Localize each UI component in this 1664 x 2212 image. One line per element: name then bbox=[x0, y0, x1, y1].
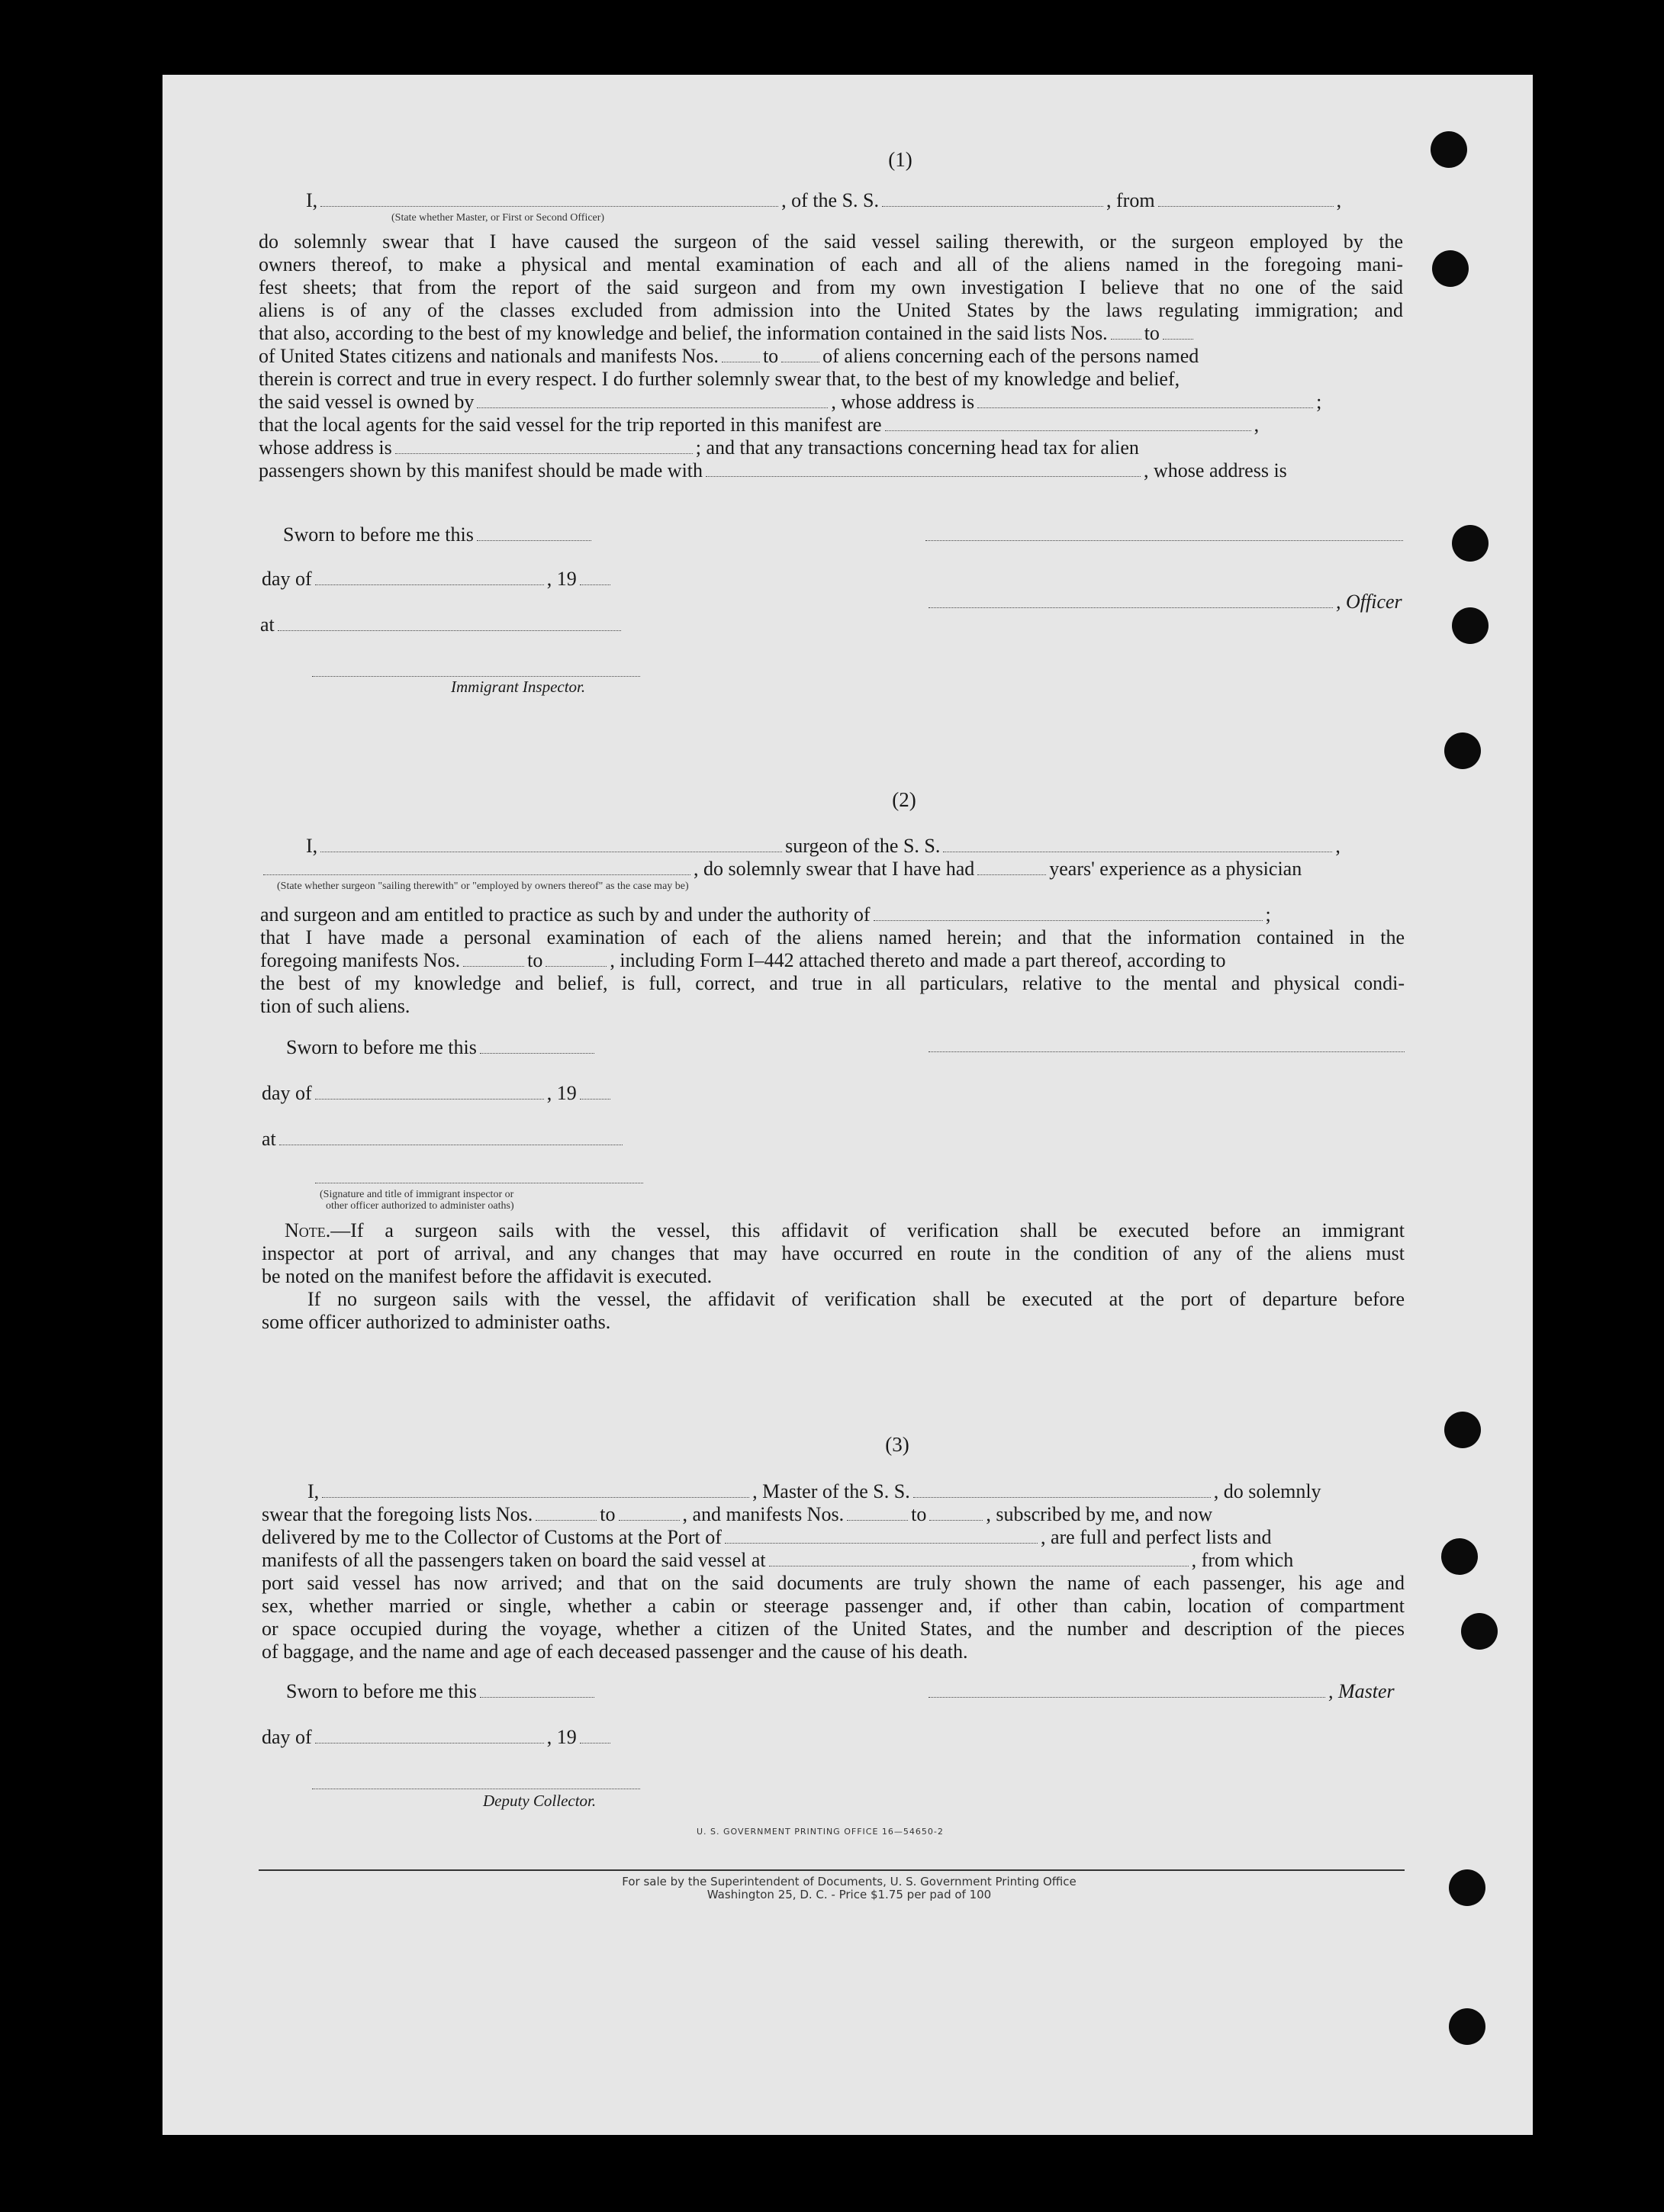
section-2-day-of: day of , 19 bbox=[262, 1082, 613, 1105]
at-place-field[interactable] bbox=[279, 1128, 623, 1145]
surgeon-status-field[interactable] bbox=[263, 858, 690, 875]
year-field[interactable] bbox=[580, 1082, 610, 1100]
body-line: do solemnly swear that I have caused the surgeon of the said vessel sailing therewith, or the surgeon employed by the bbox=[259, 230, 1403, 253]
officer-title-field[interactable] bbox=[929, 591, 1333, 608]
section-3-line-3: delivered by me to the Collector of Customs at the Port of , are full and perfect lists and bbox=[262, 1526, 1272, 1548]
section-1-line-6: of United States citizens and nationals and manifests Nos. to of aliens concerning each of the persons named bbox=[259, 345, 1199, 367]
body-line: port said vessel has now arrived; and that on the said documents are truly shown the name of each passenger, his age and bbox=[262, 1572, 1405, 1594]
section-1-officer: , Officer bbox=[925, 591, 1402, 613]
section-2-line-4: that I have made a personal examination of each of the aliens named herein; and that the information contained in the bbox=[260, 926, 1405, 948]
year-field[interactable] bbox=[580, 568, 610, 585]
note-line-1: Note.—If a surgeon sails with the vessel, this affidavit of verification shall be executed before an immigrant bbox=[285, 1219, 1405, 1241]
section-2-line-6: the best of my knowledge and belief, is full, correct, and true in all particulars, relative to the mental and physical condi- bbox=[260, 972, 1405, 994]
inspector-signature-line[interactable] bbox=[312, 676, 640, 677]
section-1-line-9: that the local agents for the said vessel for the trip reported in this manifest are , bbox=[259, 414, 1260, 436]
section-3-day-of: day of , 19 bbox=[262, 1726, 613, 1749]
lists-to-field[interactable] bbox=[619, 1503, 680, 1521]
body-line: owners thereof, to make a physical and mental examination of each and all of the aliens named in the foregoing mani- bbox=[259, 253, 1403, 275]
footer-line-1: For sale by the Superintendent of Documents, U. S. Government Printing Office bbox=[622, 1875, 1077, 1888]
surgeon-signature-line[interactable] bbox=[929, 1051, 1405, 1052]
at-place-field[interactable] bbox=[278, 613, 621, 631]
section-1-line-5: that also, according to the best of my knowledge and belief, the information contained in the said lists Nos. to bbox=[259, 322, 1196, 345]
citizen-lists-to-field[interactable] bbox=[1163, 322, 1193, 340]
footer-rule bbox=[259, 1869, 1405, 1871]
agents-field[interactable] bbox=[885, 414, 1251, 431]
manifests-to-field[interactable] bbox=[929, 1503, 983, 1521]
sworn-date-field[interactable] bbox=[480, 1036, 594, 1054]
signature-hint-2: other officer authorized to administer oaths) bbox=[326, 1200, 514, 1212]
years-field[interactable] bbox=[977, 858, 1046, 875]
manifests-from-field[interactable] bbox=[847, 1503, 908, 1521]
punch-hole bbox=[1452, 525, 1489, 562]
footer-notice bbox=[544, 1876, 1154, 1901]
section-1-line-7: therein is correct and true in every respect. I do further solemnly swear that, to the best of my knowledge and belief, bbox=[259, 368, 1180, 390]
section-3-number: (3) bbox=[885, 1433, 909, 1456]
lists-from-field[interactable] bbox=[536, 1503, 597, 1521]
punch-hole bbox=[1452, 607, 1489, 644]
vessel-name-field[interactable] bbox=[943, 835, 1332, 852]
section-3-body bbox=[262, 1572, 1405, 1640]
note-line-2: inspector at port of arrival, and any changes that may have occurred en route in the condition of any of the aliens must bbox=[262, 1242, 1405, 1264]
section-2-line-3: and surgeon and am entitled to practice as such by and under the authority of ; bbox=[260, 903, 1271, 926]
section-1-line-8: the said vessel is owned by , whose address is ; bbox=[259, 391, 1322, 413]
from-port-field[interactable] bbox=[1158, 189, 1334, 207]
manifests-from-field[interactable] bbox=[722, 345, 760, 362]
owner-address-field[interactable] bbox=[977, 391, 1313, 408]
note-line-5: some officer authorized to administer oaths. bbox=[262, 1311, 611, 1333]
master-signature-field[interactable] bbox=[929, 1680, 1325, 1698]
section-2-number: (2) bbox=[892, 788, 916, 811]
section-2-line-5: foregoing manifests Nos. to , including Form I–442 attached thereto and made a part thereof, according to bbox=[260, 949, 1226, 971]
printing-imprint: U. S. GOVERNMENT PRINTING OFFICE 16—54650-2 bbox=[697, 1827, 944, 1837]
punch-hole bbox=[1432, 250, 1469, 287]
departure-port-field[interactable] bbox=[769, 1549, 1189, 1566]
label-of-the-ss: , of the S. S. bbox=[781, 189, 880, 211]
punch-hole bbox=[1431, 131, 1467, 168]
officer-signature-line[interactable] bbox=[925, 540, 1403, 541]
sworn-date-field[interactable] bbox=[480, 1680, 594, 1698]
note-line-4: If no surgeon sails with the vessel, the affidavit of verification shall be executed at the port of departure before bbox=[307, 1288, 1405, 1310]
punch-hole bbox=[1441, 1538, 1478, 1575]
port-field[interactable] bbox=[725, 1526, 1038, 1544]
head-tax-party-field[interactable] bbox=[706, 459, 1141, 477]
body-line: sex, whether married or single, whether a cabin or steerage passenger and, if other than cabin, location of compartment bbox=[262, 1595, 1405, 1617]
body-line: fest sheets; that from the report of the said surgeon and from my own investigation I believe that no one of the said bbox=[259, 276, 1403, 298]
section-1-sworn: Sworn to before me this bbox=[283, 523, 594, 546]
citizen-lists-from-field[interactable] bbox=[1111, 322, 1141, 340]
agents-address-field[interactable] bbox=[395, 436, 693, 454]
officer-name-field[interactable] bbox=[320, 189, 778, 207]
section-1-line-10: whose address is ; and that any transactions concerning head tax for alien bbox=[259, 436, 1139, 459]
officer-hint: (State whether Master, or First or Second Officer) bbox=[391, 212, 605, 224]
punch-hole bbox=[1444, 1412, 1481, 1448]
master-name-field[interactable] bbox=[322, 1480, 749, 1498]
section-3-last-line: of baggage, and the name and age of each deceased passenger and the cause of his death. bbox=[262, 1640, 968, 1663]
surgeon-manifests-to-field[interactable] bbox=[546, 949, 607, 967]
manifests-to-field[interactable] bbox=[781, 345, 819, 362]
signature-hint-1: (Signature and title of immigrant inspector or bbox=[320, 1189, 514, 1200]
footer-line-2: Washington 25, D. C. - Price $1.75 per pad of 100 bbox=[706, 1888, 992, 1901]
body-line: or space occupied during the voyage, whether a citizen of the United States, and the number and description of the pieces bbox=[262, 1618, 1405, 1640]
vessel-name-field[interactable] bbox=[882, 189, 1103, 207]
section-3-line-4: manifests of all the passengers taken on board the said vessel at , from which bbox=[262, 1549, 1294, 1571]
section-1-body bbox=[259, 230, 1403, 322]
section-2-line-1: I, surgeon of the S. S. , bbox=[306, 835, 1341, 857]
punch-hole bbox=[1444, 733, 1481, 769]
section-3-line-1: I, , Master of the S. S. , do solemnly bbox=[307, 1480, 1321, 1502]
year-field[interactable] bbox=[580, 1726, 610, 1744]
surgeon-manifests-from-field[interactable] bbox=[463, 949, 524, 967]
label-from: , from bbox=[1106, 189, 1155, 211]
surgeon-hint: (State whether surgeon "sailing therewith" or "employed by owners thereof" as the case may be) bbox=[277, 881, 689, 892]
section-2-line-7: tion of such aliens. bbox=[260, 995, 410, 1017]
section-1-number: (1) bbox=[888, 148, 912, 171]
section-3-line-2: swear that the foregoing lists Nos. to , and manifests Nos. to , subscribed by me, and now bbox=[262, 1503, 1213, 1525]
section-2-sworn: Sworn to before me this bbox=[286, 1036, 597, 1059]
inspector-caption: Immigrant Inspector. bbox=[451, 678, 586, 696]
form-sheet bbox=[163, 75, 1533, 2135]
punch-hole bbox=[1449, 2008, 1485, 2045]
punch-hole bbox=[1449, 1869, 1485, 1906]
section-1-at: at bbox=[260, 613, 624, 636]
section-1-line-1: I, , of the S. S. , from , bbox=[306, 189, 1342, 211]
day-of-month-field[interactable] bbox=[315, 1082, 544, 1100]
section-1-line-11: passengers shown by this manifest should be made with , whose address is bbox=[259, 459, 1287, 481]
section-3-master: , Master bbox=[925, 1680, 1395, 1703]
section-2-line-2: , do solemnly swear that I have had years' experience as a physician bbox=[260, 858, 1302, 881]
authority-field[interactable] bbox=[874, 903, 1263, 921]
day-of-month-field[interactable] bbox=[315, 568, 544, 585]
surgeon-name-field[interactable] bbox=[320, 835, 782, 852]
day-of-month-field[interactable] bbox=[315, 1726, 544, 1744]
sworn-date-field[interactable] bbox=[477, 523, 591, 541]
label-i: I, bbox=[306, 189, 318, 211]
punch-hole bbox=[1461, 1613, 1498, 1650]
section-3-sworn: Sworn to before me this bbox=[286, 1680, 597, 1703]
note-line-3: be noted on the manifest before the affidavit is executed. bbox=[262, 1265, 713, 1287]
owner-field[interactable] bbox=[477, 391, 828, 408]
section-1-day-of: day of , 19 bbox=[262, 568, 613, 591]
section-2-at: at bbox=[262, 1128, 626, 1151]
body-line: aliens is of any of the classes excluded from admission into the United States by the laws regulating immigration; and bbox=[259, 299, 1403, 321]
vessel-name-field[interactable] bbox=[913, 1480, 1211, 1498]
collector-caption: Deputy Collector. bbox=[483, 1792, 597, 1810]
